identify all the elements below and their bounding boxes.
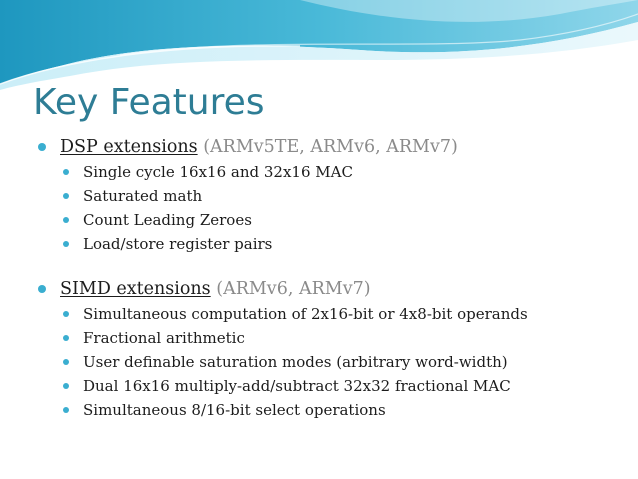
section-simd-extensions — [36, 276, 626, 422]
bullet-content — [36, 134, 626, 422]
bullet-icon — [63, 407, 69, 413]
sub-bullet — [61, 208, 626, 232]
slide-title: Key Features — [33, 82, 265, 123]
section-note: (ARMv5TE, ARMv6, ARMv7) — [203, 137, 458, 157]
section-term: DSP extensions — [60, 137, 198, 157]
sub-bullet-text: Fractional arithmetic — [83, 329, 245, 347]
sub-bullet-text: Simultaneous computation of 2x16-bit or 4x8-bit operands — [83, 305, 528, 323]
sub-bullet — [61, 374, 626, 398]
sub-bullet — [61, 184, 626, 208]
sub-bullet — [61, 302, 626, 326]
section-term: SIMD extensions — [60, 279, 211, 299]
sub-bullet-text: User definable saturation modes (arbitrary word-width) — [83, 353, 508, 371]
level1-bullet — [36, 134, 626, 160]
bullet-icon — [38, 143, 46, 151]
section-note: (ARMv6, ARMv7) — [216, 279, 371, 299]
bullet-icon — [63, 311, 69, 317]
sub-bullet-text: Dual 16x16 multiply-add/subtract 32x32 fractional MAC — [83, 377, 511, 395]
bullet-icon — [63, 383, 69, 389]
sub-bullet — [61, 160, 626, 184]
sub-bullet — [61, 232, 626, 256]
header-wave-decoration — [0, 0, 638, 90]
level1-bullet — [36, 276, 626, 302]
bullet-icon — [38, 285, 46, 293]
sub-bullet — [61, 350, 626, 374]
sub-bullet — [61, 326, 626, 350]
bullet-icon — [63, 335, 69, 341]
bullet-icon — [63, 169, 69, 175]
sub-bullet-text: Single cycle 16x16 and 32x16 MAC — [83, 163, 353, 181]
bullet-icon — [63, 193, 69, 199]
sub-bullet-list — [36, 302, 626, 422]
sub-bullet-list — [36, 160, 626, 256]
sub-bullet-text: Saturated math — [83, 187, 203, 205]
sub-bullet-text: Count Leading Zeroes — [83, 211, 252, 229]
bullet-icon — [63, 359, 69, 365]
sub-bullet-text: Simultaneous 8/16-bit select operations — [83, 401, 386, 419]
sub-bullet-text: Load/store register pairs — [83, 235, 273, 253]
sub-bullet — [61, 398, 626, 422]
bullet-icon — [63, 241, 69, 247]
bullet-icon — [63, 217, 69, 223]
section-dsp-extensions — [36, 134, 626, 256]
